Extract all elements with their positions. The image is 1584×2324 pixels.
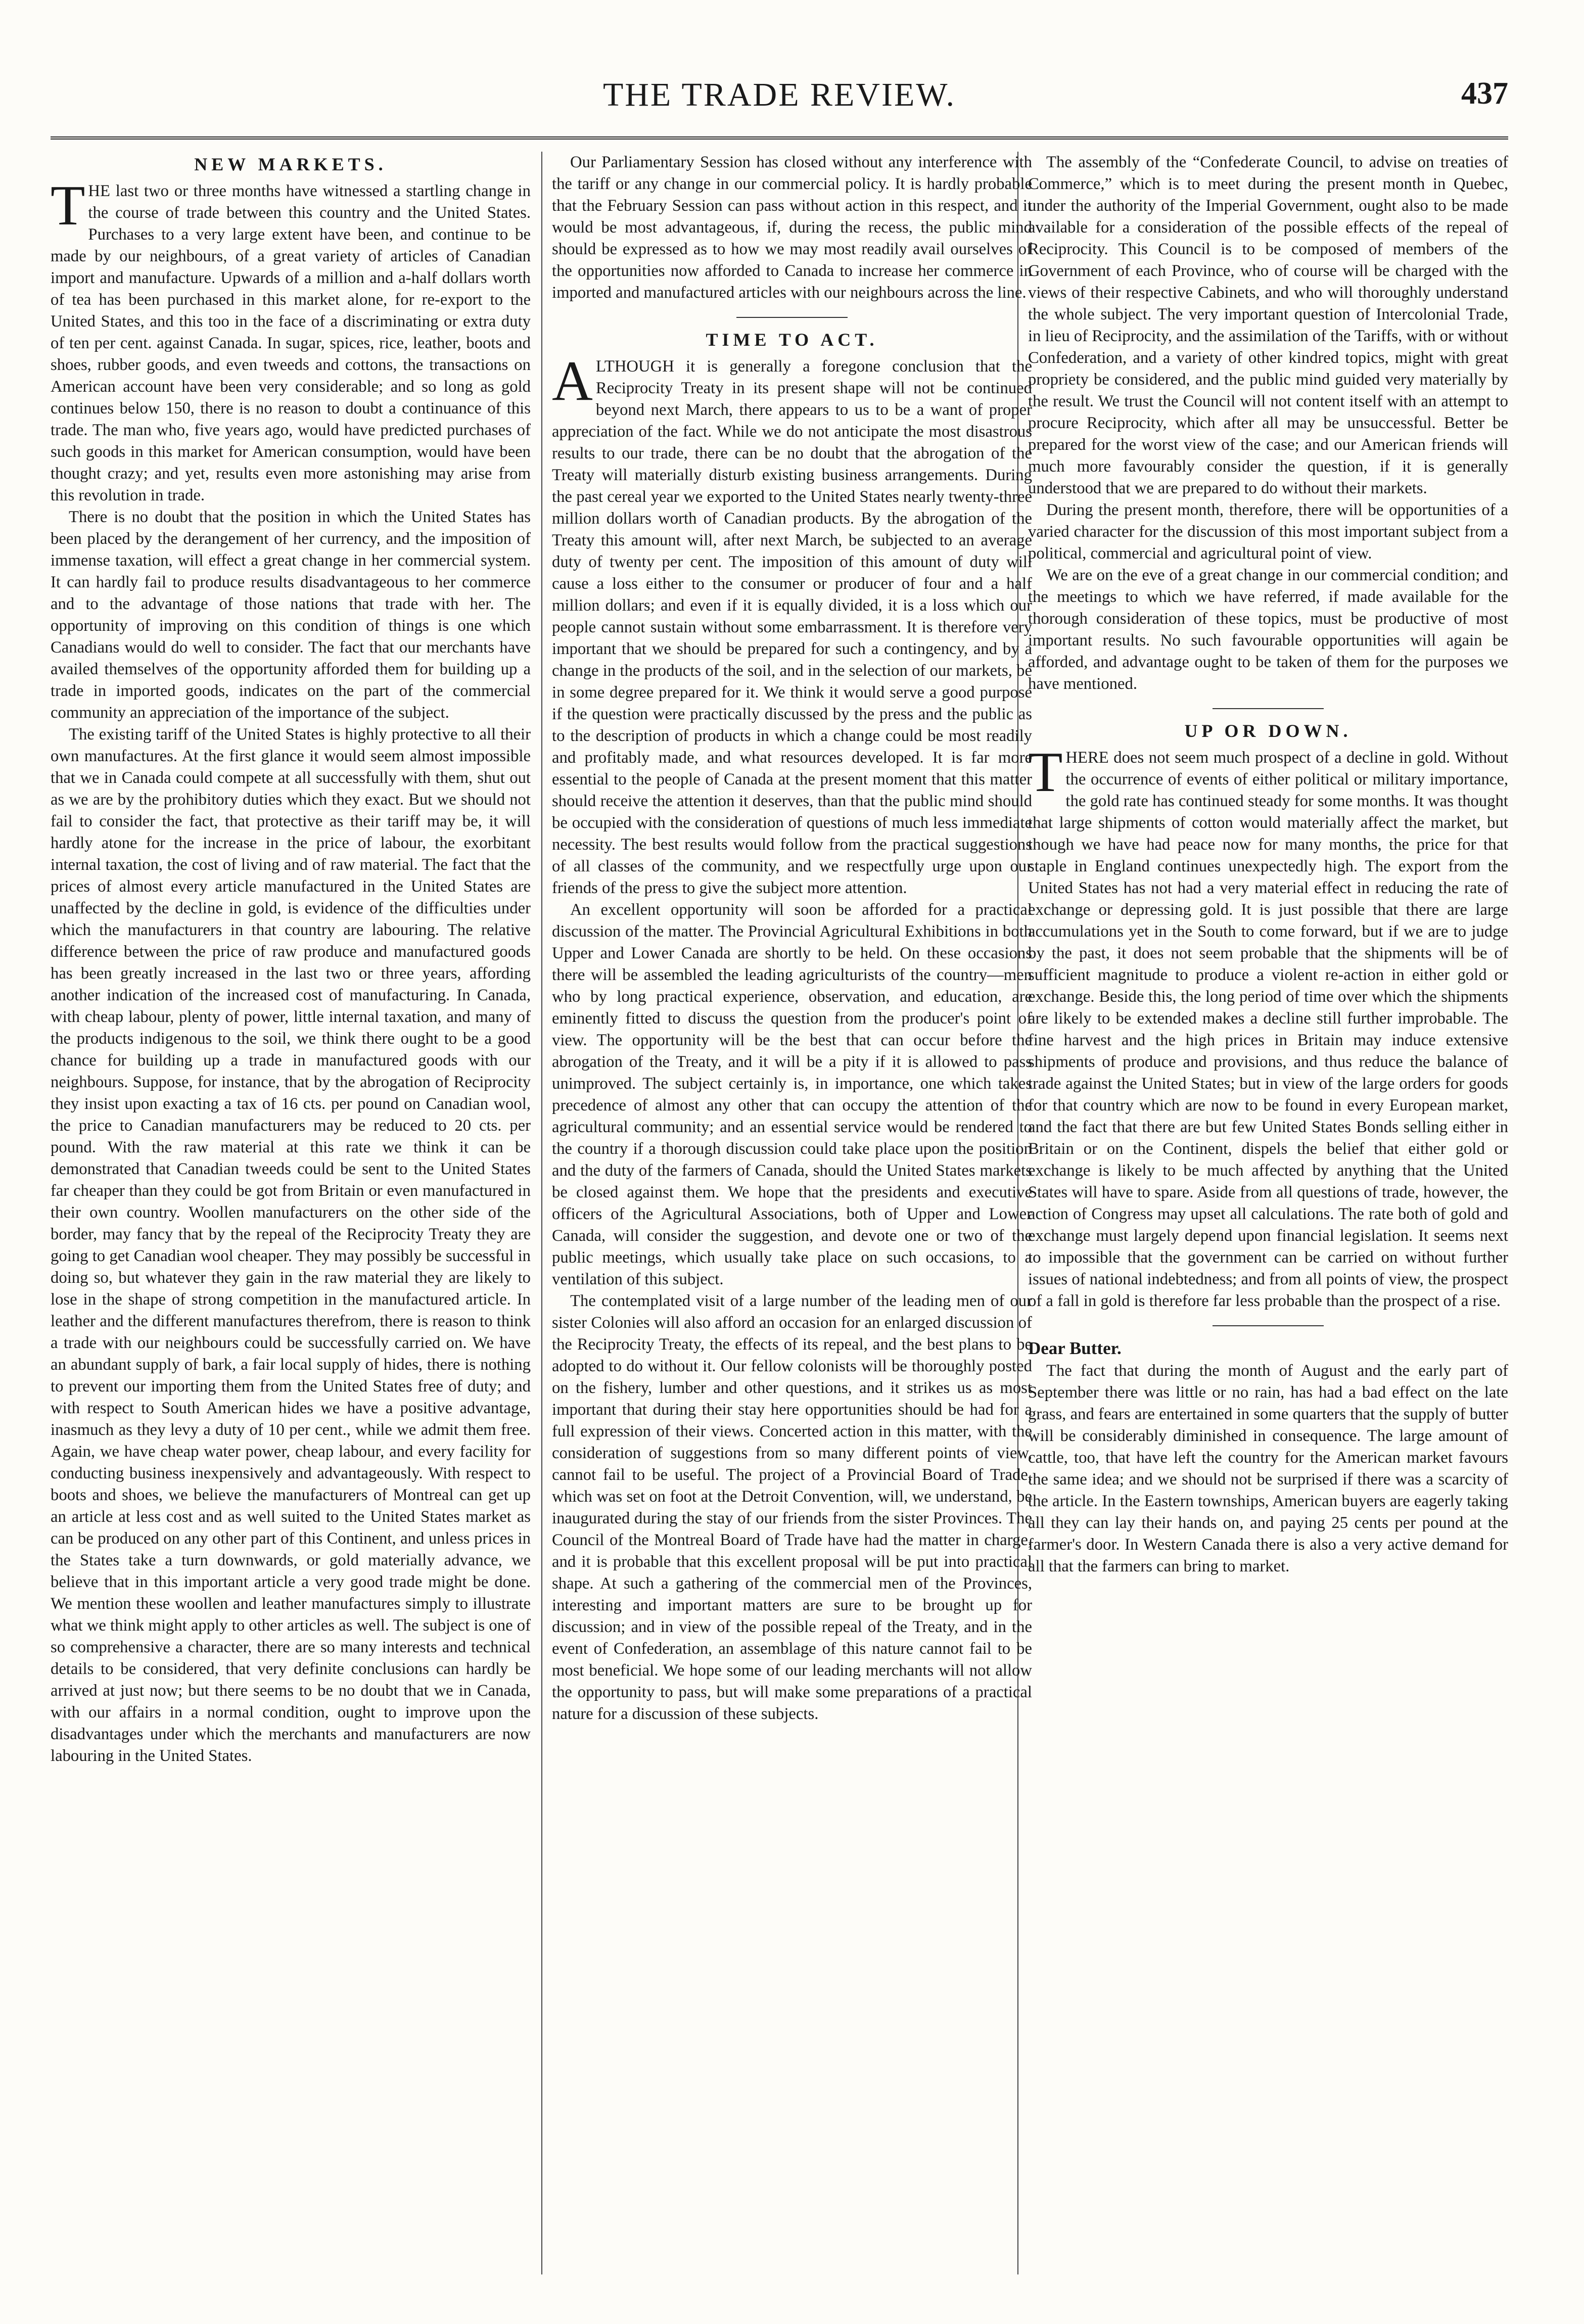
article-headline: NEW MARKETS. — [194, 154, 387, 174]
column-divider — [541, 152, 542, 2274]
paragraph-text: LTHOUGH it is generally a foregone conclusion that the Reciprocity Treaty in its present shape will not be continued beyond next March, there appears to us to be a want of proper appreciation of the fact. While we do not anticipate the most disastrous results to our trade, there can be no doubt that the abrogation of the Treaty will materially disturb existing business arrangements. During the past cereal year we exported to the United States nearly twenty-three million dollars worth of Canadian products. By the abrogation of the Treaty this amount will, after next March, be subjected to an average duty of twenty per cent. The imposition of this amount of duty will cause a loss either to the consumer or producer of four and a half million dollars; and even if it is equally divided, it is a loss which our people cannot sustain without some embarrassment. It is therefore very important that we should be prepared for such a contingency, and by a change in the products of the soil, and in the selection of our markets, be in some degree prepared for it. We think it would serve a good purpose if the question were practically discussed by the press and the public as to the description of products in which a change could be most readily and profitably made, and what resources developed. It is far more essential to the people of Canada at the present moment that this matter should receive the attention it deserves, than that the public mind should be occupied with the consideration of questions of much less immediate necessity. The best results would follow from the practical suggestions of all classes of the community, and we respectfully urge upon our friends of the press to give the subject more attention. — [552, 357, 1032, 897]
drop-cap: A — [552, 350, 593, 412]
section-separator — [1213, 1325, 1324, 1326]
article-paragraph: The contemplated visit of a large number of the leading men of our sister Colonies will also afford an occasion for an enlarged discussion of the Reciprocity Treaty, the effects of its repeal, and the best plans to be adopted to do without it. Our fellow colonists will be thoroughly posted on the fishery, lumber and other questions, and it strikes us as most important that during their stay here opportunities should be had for a full expression of their views. Concerted action in this matter, with the consideration of suggestions from so many different points of view, cannot fail to be useful. The project of a Provincial Board of Trade, which was set on foot at the Detroit Convention, will, we understand, be inaugurated during the stay of our friends from the sister Provinces. The Council of the Montreal Board of Trade have had the matter in charge, and it is probable that this excellent proposal will be put into practical shape. At such a gathering of the commercial men of the Provinces, interesting and important matters are sure to be brought up for discussion; and in view of the possible repeal of the Treaty, and in the event of Confederation, an assemblage of this nature cannot fail to be most beneficial. We hope some of our leading merchants will not allow the opportunity to pass, but will make some preparations of a practical nature for a discussion of these subjects. — [552, 1292, 1032, 1723]
article-paragraph — [1028, 741, 1508, 1312]
article-paragraph — [552, 350, 1032, 899]
article-paragraph: There is no doubt that the position in which the United States has been placed by the derangement of her currency, and the imposition of immense taxation, will effect a great change in her commercial system. It can hardly fail to produce results disadvantageous to her commerce and to the advantage of those nations that trade with her. The opportunity of improving on this condition of things is one which Canadians would do well to consider. The fact that our merchants have availed themselves of the opportunity afforded them for building up a trade in imported goods, indicates on the part of the commercial community an appreciation of the importance of the subject. — [51, 508, 531, 722]
column-1 — [51, 152, 531, 2274]
article-paragraph: The fact that during the month of August and the early part of September there was little or no rain, has had a bad effect on the late grass, and fears are entertained in some quarters that the supply of butter will be considerably diminished in consequence. The large amount of cattle, too, that have left the country for the American market favours the same idea; and we should not be surprised if there was a scarcity of the article. In the Eastern townships, American buyers are eagerly taking all they can lay their hands on, and paying 25 cents per pound at the farmer's door. In Western Canada there is also a very active demand for all that the farmers can bring to market. — [1028, 1362, 1508, 1575]
section-separator — [736, 317, 848, 318]
article-headline: TIME TO ACT. — [706, 330, 878, 350]
paragraph-text: HE last two or three months have witnessed a startling change in the course of trade between this country and the United States. Purchases to a very large extent have been, and continue to be made by our neighbours, of a great variety of articles of Canadian import and manufacture. Upwards of a million and a-half dollars worth of tea has been purchased in this market alone, for re-export to the United States, and this too in the face of a discriminating or extra duty of ten per cent. against Canada. In sugar, spices, rice, leather, boots and shoes, rubber goods, and even tweeds and cottons, the transactions on American account have been very considerable; and so long as gold continues below 150, there is no reason to doubt a continuance of this trade. The man who, five years ago, would have predicted purchases of such goods in this market for American consumption, would have been thought crazy; and yet, results even more astonishing may arise from this revolution in trade. — [51, 182, 531, 504]
drop-cap: T — [1028, 741, 1063, 804]
drop-cap: T — [51, 174, 85, 237]
article-paragraph — [51, 174, 531, 506]
column-2 — [552, 152, 1032, 2274]
article-paragraph: During the present month, therefore, there will be opportunities of a varied character for the discussion of this most important subject from a political, commercial and agricultural point of view. — [1028, 501, 1508, 563]
journal-title: THE TRADE REVIEW. — [602, 76, 956, 113]
masthead-rule — [51, 136, 1508, 140]
page-number: 437 — [1461, 76, 1508, 111]
article-headline: Dear Butter. — [1028, 1338, 1122, 1358]
article-paragraph: The assembly of the “Confederate Council, to advise on treaties of Commerce,” which is to meet during the present month in Quebec, under the authority of the Imperial Government, ought also to be made available for a consideration of the possible effects of the repeal of Reciprocity. This Council is to be composed of members of the Government of each Province, who of course will be charged with the views of their respective Cabinets, and who will thoroughly understand the whole subject. The very important question of Intercolonial Trade, in lieu of Reciprocity, and the assimilation of the Tariffs, with or without Confederation, and a variety of other kindred topics, might with great propriety be considered, and the public mind guided very materially by the result. We trust the Council will not content itself with an attempt to procure Reciprocity, which after all may be unsuccessful. Better be prepared for the worst view of the case; and our American friends will much more favourably consider the question, if it is generally understood that we are prepared to do without their markets. — [1028, 153, 1508, 497]
masthead — [51, 61, 1508, 136]
article-paragraph: We are on the eve of a great change in our commercial condition; and the meetings to which we have referred, if made available for the thorough consideration of these topics, must be productive of most important results. No such favourable opportunities will again be afforded, and advantage ought to be taken of them for the purposes we have mentioned. — [1028, 566, 1508, 693]
column-3 — [1028, 152, 1508, 2274]
article-paragraph: An excellent opportunity will soon be afforded for a practical discussion of the matter. The Provincial Agricultural Exhibitions in both Upper and Lower Canada are shortly to be held. On these occasions there will be assembled the leading agriculturists of the country—men who by long practical experience, observation, and education, are eminently fitted to discuss the question from the producer's point of view. The opportunity will be the best that can occur before the abrogation of the Treaty, and it will be a pity if it is allowed to pass unimproved. The subject certainly is, in importance, one which takes precedence of almost any other that can occupy the attention of the agricultural community; and an essential service would be rendered to the country if a thorough discussion could take place upon the position and the duty of the farmers of Canada, should the United States markets be closed against them. We hope that the presidents and executive officers of the Agricultural Associations, both of Upper and Lower Canada, will consider the suggestion, and devote one or two of the public meetings, which usually take place on such occasions, to a ventilation of this subject. — [552, 901, 1032, 1288]
article-paragraph: Our Parliamentary Session has closed without any interference with the tariff or any change in our commercial policy. It is hardly probable that the February Session can pass without action in this respect, and it would be most advantageous, if, during the recess, the public mind should be expressed as to how we may most readily avail ourselves of the opportunities now afforded to Canada to increase her commerce in imported and manufactured articles with our neighbours across the line. — [552, 153, 1032, 302]
article-headline: UP OR DOWN. — [1184, 721, 1352, 741]
article-paragraph: The existing tariff of the United States is highly protective to all their own manufactures. At the first glance it would seem almost impossible that we in Canada could compete at all successfully with them, shut out as we are by the prohibitory duties which they exact. But we should not fail to consider the fact, that protective as their tariff may be, it will hardly atone for the increase in the price of labour, the exorbitant internal taxation, the cost of living and of raw material. The fact that the prices of almost every article manufactured in the United States are unaffected by the decline in gold, is evidence of the difficulties under which the manufacturers in that country are labouring. The relative difference between the price of raw produce and manufactured goods has been greatly increased in the last two or three years, affording another indication of the increased cost of manufacturing. In Canada, with cheap labour, plenty of power, little internal taxation, and many of the products indigenous to the soil, we think there ought to be a good chance for building up a trade in manufactured goods with our neighbours. Suppose, for instance, that by the abrogation of Reciprocity they insist upon exacting a tax of 16 cts. per pound on Canadian wool, the price to Canadian manufacturers may be reduced to 20 cts. per pound. With the raw material at this rate we think it can be demonstrated that Canadian tweeds could be sent to the United States far cheaper than they could be got from Britain or even manufactured in their own country. Woollen manufacturers on the other side of the border, may fancy that by the repeal of the Reciprocity Treaty they are going to get Canadian wool cheaper. They may possibly be successful in doing so, but whatever they gain in the raw material they are likely to lose in the shape of strong competition in the manufactured article. In leather and the different manufactures therefrom, there is reason to think a trade with our neighbours could be successfully carried on. We have an abundant supply of bark, a fair local supply of hides, there is nothing to prevent our importing them from the United States free of duty; and with respect to South American hides we have a positive advantage, inasmuch as they levy a duty of 10 per cent., while we admit them free. Again, we have cheap water power, cheap labour, and every facility for conducting business inexpensively and advantageously. With respect to boots and shoes, we believe the manufacturers of Montreal can get up an article at less cost and as well suited to the United States market as can be produced on any other part of this Continent, and unless prices in the States take a turn downwards, or gold materially advance, we believe that in this important article a very good trade might be done. We mention these woollen and leather manufactures simply to illustrate what we think might apply to other articles as well. The subject is one of so comprehensive a character, there are so many interests and technical details to be considered, that very definite conclusions can hardly be arrived at just now; but there seems to be no doubt that we in Canada, with our affairs in a normal condition, ought to improve upon the disadvantages under which the merchants and manufacturers are now labouring in the United States. — [51, 725, 531, 1765]
section-separator — [1213, 708, 1324, 709]
paragraph-text: HERE does not seem much prospect of a decline in gold. Without the occurrence of events of either political or military importance, the gold rate has continued steady for some months. It was thought that large shipments of cotton would materially affect the market, but though we have had peace now for many months, the price for that staple in England continues unexpectedly high. The export from the United States has not had a very material effect in reducing the rate of exchange or depressing gold. It is just possible that there are large accumulations yet in the South to come forward, but if we are to judge by the past, it does not seem probable that the shipments will be of sufficient magnitude to produce a violent re-action in either gold or exchange. Beside this, the long period of time over which the shipments are likely to be extended makes a decline still further improbable. The fine harvest and the high prices in Britain may induce extensive shipments of produce and provisions, and thus reduce the balance of trade against the United States; but in view of the large orders for goods for that country which are now to be found in every European market, and the fact that there are but few United States Bonds selling either in Britain or on the Continent, dispels the belief that either gold or exchange is likely to be much affected by anything that the United States will have to spare. Aside from all questions of trade, however, the action of Congress may upset all calculations. The rate both of gold and exchange must largely depend upon financial legislation. It seems next to impossible that the government can be carried on without further issues of national indebtedness; and from all points of view, the prospect of a fall in gold is therefore far less probable than the prospect of a rise. — [1028, 749, 1508, 1310]
